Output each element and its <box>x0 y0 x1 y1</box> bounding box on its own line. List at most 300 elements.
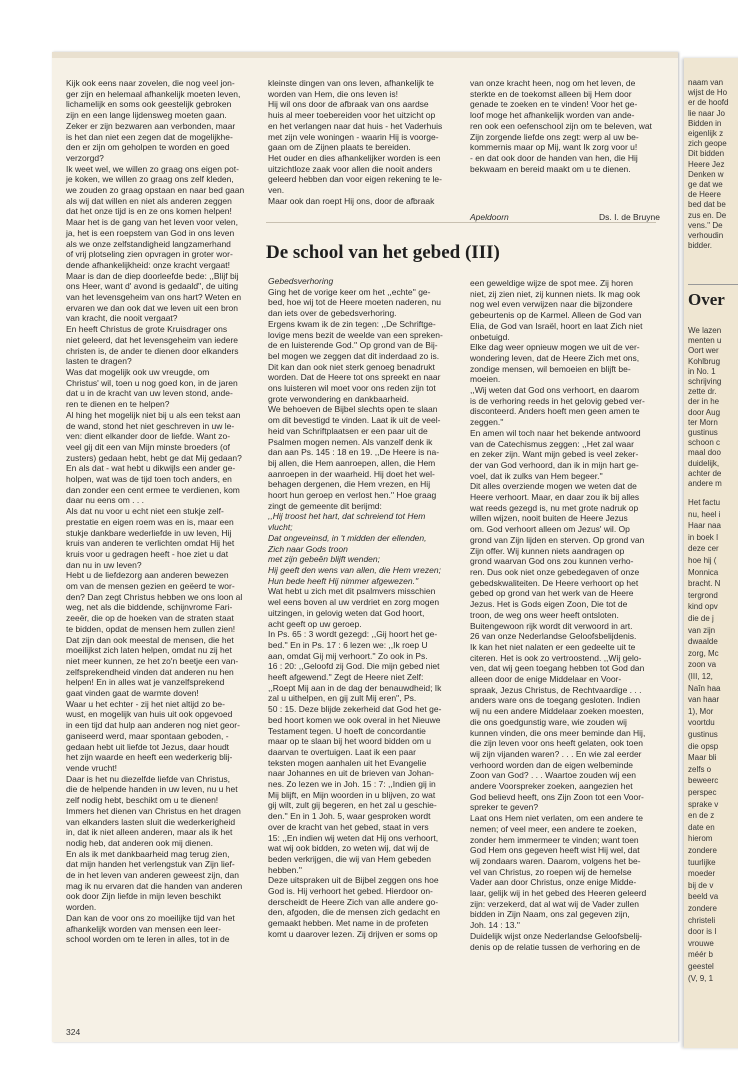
text-line: ganiseerd werd, maar spontaan geboden, - <box>66 730 229 741</box>
text-line: bidder. <box>688 241 713 251</box>
text-line: ,,Hij troost het hart, dat schreiend tot Hem <box>268 511 426 522</box>
text-line: En heeft Christus de grote Kruisdrager ons <box>66 324 228 335</box>
text-line: veel gij dit een van Mijn minste broeders (of <box>66 441 230 452</box>
text-line: Maar bli <box>688 753 717 763</box>
text-line: zelf nodig hebt, beschikt om u te dienen! <box>66 795 219 806</box>
text-line: bel mogen we zeggen dat dit inderdaad zo is. <box>268 350 440 361</box>
text-line: weg, net als die biddende, schijnvrome Fari- <box>66 602 233 613</box>
text-line: zal u uithelpen, en gij zult Mij eren'', Ps. <box>268 693 417 704</box>
text-line: Joh. 14 : 13.'' <box>470 920 521 931</box>
text-line: geleerd hebben dan voor eigen rekening te le- <box>268 174 442 185</box>
text-line: wel eens boven al uw verdriet en zorg mogen <box>268 597 440 608</box>
text-line: 16 : 20: ,,Geloofd zij God. Die mijn gebed niet <box>268 661 440 672</box>
text-line: Het ouder en dies afhankelijker worden is een <box>268 152 441 163</box>
column-2-top <box>268 78 462 206</box>
signature-author: Ds. I. de Bruyne <box>599 212 660 222</box>
text-line: door Aug <box>688 407 721 417</box>
text-line: vlucht; <box>268 522 293 533</box>
text-line: hoort hun geroep en verlost hen.'' Hoe graag <box>268 490 437 501</box>
text-line: Haar naa <box>688 521 721 531</box>
magazine-page-left <box>52 52 678 1042</box>
text-line: holpen, wat was de tijd toen toch anders, en <box>66 474 232 485</box>
text-line: Maar ook dan roept Hij ons, door de afbraak <box>268 195 435 206</box>
text-line: de in het leven van anderen geweest zijn, dan <box>66 870 239 881</box>
text-line: sterkte en de toekomst alleen bij Hem door <box>470 88 632 99</box>
text-line: zette dr. <box>688 387 717 397</box>
text-line: daarvan te overtuigen. Laat ik een paar <box>268 746 416 757</box>
text-line: wij zijn vijanden waren? . . . En wie zal eerder <box>470 748 642 759</box>
text-line: nes. Zo lezen we in Joh. 15 : 7: ,,Indien gij in <box>268 779 436 790</box>
text-line: lasten te dragen? <box>66 356 132 367</box>
text-line: met zijn vele woningen - waarin Hij is voorge- <box>268 131 439 142</box>
text-line: bracht. N <box>688 579 721 589</box>
text-line: daar nu eens om . . . <box>66 495 144 506</box>
text-line: uitzingen, in gelovig weten dat God hoort, <box>268 607 425 618</box>
text-line: Buitengewoon rijk wordt dit verwoord in art. <box>470 620 633 631</box>
text-line: gebedskwaliteiten. De Heere verhoort op het <box>470 577 639 588</box>
text-line: heid van Schriftplaatsen er een paar uit de <box>268 425 428 436</box>
text-line: kleinste dingen van ons leven, afhankelijk te <box>268 78 434 88</box>
text-line: Bidden in <box>688 118 722 128</box>
text-line: zondere <box>688 846 717 855</box>
text-line: We behoeven de Bijbel slechts open te slaan <box>268 404 438 415</box>
text-line: sprake v <box>688 799 719 809</box>
text-line: gij wilt, zult gij begeren, en het zal u geschie- <box>268 800 437 811</box>
text-line: gebed op grond van het werk van de Heere <box>470 588 634 599</box>
text-line: onbetuigd. <box>470 331 510 342</box>
text-line: ervaren we dan ook dat we leven uit een bron <box>66 302 239 313</box>
text-line: zonder hem immermeer te vinden; want toen <box>470 834 639 845</box>
text-line: dende afhankelijkheid: onze kracht vergaat! <box>66 259 230 270</box>
text-line: schoon c <box>688 438 721 448</box>
text-line: maal doo <box>688 448 721 458</box>
text-line: Zoon van God? . . . Waartoe zouden wij een <box>470 770 637 781</box>
text-line: moeien. <box>470 374 501 385</box>
column-1 <box>66 78 262 945</box>
text-line: gaat vinden gaat de warmte doven! <box>66 688 199 699</box>
text-line: ter Morn <box>688 417 718 427</box>
text-line: bidden in Zijn Naam, ons zal gegeven zijn, <box>470 909 630 920</box>
text-line: die opsp <box>688 741 719 751</box>
article-title: De school van het gebed (III) <box>266 242 500 263</box>
text-line: ven: dient elkander door de liefde. Want zo- <box>66 431 231 442</box>
text-line: van zijn <box>688 625 716 635</box>
text-line: Immers het dienen van Christus en het dragen <box>66 805 241 816</box>
text-line: ge dat we <box>688 180 723 189</box>
text-line: in een tijd dat hulp aan anderen nog niet geor- <box>66 720 240 731</box>
text-line: laar, gelijk wij in het gebed des Heeren geleerd <box>470 888 647 899</box>
text-line: heeft afgewend.'' Zegt de Heere niet Zelf: <box>268 672 424 683</box>
text-line: als wij dat willen en niet als anderen zeggen <box>66 195 232 206</box>
text-line: zijn en een lange lijdensweg moeten gaan. <box>66 110 227 121</box>
text-line: (V, 9, 1 <box>688 973 714 983</box>
text-line: wust, en mogelijk van huis uit ook opgevoed <box>66 709 233 720</box>
text-line: van elkanders lasten sluit die wederkerigheid <box>66 816 236 827</box>
text-line: is het dan niet een zegen dat de mogelijkhe- <box>66 131 233 142</box>
text-line: als we onze zelfstandigheid langzamerhand <box>66 238 231 249</box>
text-line: van het levensgeheim van ons hart? Weten en <box>66 292 242 303</box>
text-line: christen is, de ander te dienen door elkanders <box>66 345 239 356</box>
text-line: Heere verhoort. Maar, en daar zou ik bij alles <box>470 492 640 503</box>
text-line: Waar u het echter - zij het niet altijd zo be- <box>66 698 225 709</box>
column-3-top <box>470 78 660 174</box>
text-line: Naîn haa <box>688 683 721 693</box>
text-line: Christus' wil, toen u nog goed kon, in de jaren <box>66 377 238 388</box>
text-line: van de Catechismus zeggen: ,,Het zal waar <box>470 438 634 449</box>
text-line: vel van Christus, zo roepen wij de hemelse <box>470 866 632 877</box>
text-line: En als dat - wat hebt u dikwijls een ander ge- <box>66 463 236 474</box>
text-line: te bidden, opdat de mensen hem zullen zien! <box>66 623 236 634</box>
text-line: komt u daarover lezen. Zij drijven er soms op <box>268 928 438 939</box>
text-line: spraak, Jezus Christus, de Rechtvaardige . . . <box>470 684 642 695</box>
text-line: ons luisteren wil moet voor ons reden zijn tot <box>268 383 436 394</box>
text-line: tuurlijke <box>688 857 716 867</box>
text-line: wij zondaars waren. Daarom, volgens het be- <box>470 855 641 866</box>
text-line: Ik kan het niet nalaten er een gedeelte uit te <box>470 641 636 652</box>
text-line: God Hem ons gegeven heeft wist Hij wel, dat <box>470 845 640 856</box>
text-line: Als dat nu voor u echt niet een stukje zelf- <box>66 506 224 517</box>
text-line: ren te dienen en te helpen? <box>66 399 170 410</box>
text-line: gemaakt hebben. Met name in de profeten <box>268 918 429 929</box>
text-line: van haar <box>688 695 720 705</box>
text-line: beeld va <box>688 892 719 902</box>
text-line: gebeurtenis op de Karmel. Alleen de God van <box>470 310 642 321</box>
text-line: voel, dat ik zulks van Hem begeer.'' <box>470 470 603 481</box>
text-line: de Heere <box>688 190 721 200</box>
text-line: kunnen vinden, die ons meer beminde dan Hij, <box>470 727 646 738</box>
text-line: Mij blijft, en Mijn woorden in u blijven, zo wat <box>268 789 436 800</box>
text-line: zondere <box>688 904 717 913</box>
text-line: zusters) gedaan hebt, hebt ge dat Mij gedaan? <box>66 452 242 463</box>
text-line: ren ook een oefenschool zijn om te beleven, wat <box>470 120 652 131</box>
text-line: van onze kracht heen, nog om het leven, de <box>470 78 636 88</box>
text-line: Ging het de vorige keer om het ,,echte'' ge- <box>268 286 431 297</box>
text-line: helpen! En in alles wat je vanzelfsprekend <box>66 677 225 688</box>
text-line: alleen door de enige Middelaar en Voor- <box>470 674 622 685</box>
text-line: zeggen.'' <box>470 417 504 428</box>
text-line: troon, de weg ons weer heeft ontsloten. <box>470 609 619 620</box>
text-line: Zijn zorgende liefde ons zegt: werp al uw be- <box>470 131 639 142</box>
text-line: de wand, stond het niet geschreven in uw le- <box>66 420 235 431</box>
text-line: Monnica <box>688 567 719 577</box>
text-line: met zijn gebeên blijft wenden; <box>268 554 380 565</box>
text-line: ook door Zijn liefde in mijn leven beschikt <box>66 891 221 902</box>
text-line: Was dat mogelijk ook uw vreugde, om <box>66 366 210 377</box>
text-line: zingt de gemeente dit berijmd: <box>268 500 382 511</box>
text-line: willen wijzen, nooit buiten de Heere Jezus <box>470 513 628 524</box>
text-line: geestel <box>688 962 714 971</box>
text-line: 50 : 15. Deze blijde zekerheid dat God het ge- <box>268 704 442 715</box>
right-page-heading: Over <box>688 290 725 309</box>
text-line: bed dat be <box>688 200 726 210</box>
text-line: Hun bede heeft Hij nimmer afgewezen.'' <box>268 575 419 586</box>
text-line: voortdu <box>688 718 715 728</box>
text-line: dan nu in uw leven? <box>66 559 142 570</box>
text-line: maar op te slaan bij het woord bidden om u <box>268 736 432 747</box>
text-line: God is. Hij verhoort het gebed. Hierdoor on- <box>268 886 433 897</box>
text-line: vens.'' De <box>688 220 723 230</box>
text-line: menten u <box>688 336 722 346</box>
text-line: andere Voorspreker zoeken, aangezien het <box>470 781 633 792</box>
text-line: bekwaam en bereid maakt om u te dienen. <box>470 163 631 174</box>
text-line: spreker te geven? <box>470 802 539 813</box>
text-line: verzorgd? <box>66 152 104 163</box>
text-line: of vrij plotseling zien opvragen in groter wor- <box>66 249 233 260</box>
text-line: prestatie en eigen roem was en is, maar een <box>66 516 234 527</box>
text-line: ren. Dus ook niet onze gebedegaven of onze <box>470 566 640 577</box>
text-line: En als ik met dankbaarheid mag terug zien, <box>66 848 230 859</box>
text-line: 26 van onze Nederlandse Geloofsbelijdenis. <box>470 631 637 642</box>
text-line: worden. <box>66 902 97 913</box>
right-page-divider <box>688 284 738 285</box>
text-line: huis al meer toebereiden voor het uitzicht op <box>268 110 436 121</box>
text-line: dan zonder een cent ermee te verdienen, kom <box>66 484 240 495</box>
text-line: en zeker zijn. Want mijn gebed is veel zeker- <box>470 449 639 460</box>
text-line: gedaan hebt uit liefde tot Jezus, daar houdt <box>66 741 230 752</box>
text-line: den er zijn om geholpen te worden en goed <box>66 142 230 153</box>
text-line: Vader aan door Christus, onze enige Midde- <box>470 877 637 888</box>
text-line: om van de mensen gezien en geëerd te wor- <box>66 581 235 592</box>
text-line: Heere Jez <box>688 159 725 169</box>
text-line: ger zijn en helemaal afhankelijk moeten leven, <box>66 88 241 99</box>
text-line: zelfsprekendheid vinden dat anderen nu hen <box>66 666 234 677</box>
text-line: wijst de Ho <box>688 88 728 98</box>
text-line: Ergens kwam ik de zin tegen: ,,De Schriftge- <box>268 318 436 329</box>
text-line: Het factu <box>688 498 721 507</box>
text-line: dat het onze tijd is en ze ons komen helpen! <box>66 206 232 217</box>
text-line: Dit alles overziende mogen we weten dat de <box>470 481 637 492</box>
text-line: achter de <box>688 468 722 478</box>
text-line: mag ik nu ervaren dat die handen van anderen <box>66 880 243 891</box>
text-line: die ons goedgunstig ware, wie zouden wij <box>470 716 627 727</box>
text-line: verhoudin <box>688 231 724 240</box>
text-line: school worden om te leren in alles, tot in de <box>66 934 230 945</box>
text-line: afhankelijk worden van mensen een leer- <box>66 923 221 934</box>
text-line: aan, omdat Gij mij verhoort.'' Zo ook in Ps. <box>268 650 428 661</box>
text-line: nog wel even verwijzen naar die bijzondere <box>470 299 633 310</box>
text-line: Hebt u de liefdezorg aan anderen bewezen <box>66 570 229 581</box>
text-line: Daar is het nu diezelfde liefde van Christus, <box>66 773 230 784</box>
text-line: En amen wil toch naar het bekende antwoord <box>470 427 641 438</box>
text-line: de en luisterende God.'' Op grond van de Bij- <box>268 340 438 351</box>
text-line: perspec <box>688 788 717 797</box>
text-line: Denken w <box>688 169 724 179</box>
text-line: niet, zij zien niet, zij kunnen niets. Ik mag ook <box>470 288 641 299</box>
text-line: dwaalde <box>688 637 718 647</box>
text-line: Dit kan dan ook niet sterk genoeg benadrukt <box>268 361 435 372</box>
text-line: citeren. Het is ook zo vertroostend. ,,Wij gelo- <box>470 652 642 663</box>
text-line: Dat zijn dan ook meestal de mensen, die het <box>66 634 234 645</box>
text-line: anders ware ons de toegang gesloten. Indien <box>470 695 641 706</box>
text-line: verhoord worden dan de eigen welbeminde <box>470 759 634 770</box>
text-line: Maar het is de gang van het leven voor velen, <box>66 217 238 228</box>
text-line: Dan kan de voor ons zo moeilijke tijd van het <box>66 912 235 923</box>
text-line: gustinus <box>688 428 718 437</box>
text-line: schrijving <box>688 377 722 386</box>
column-2-article <box>268 276 462 940</box>
text-line: stukje dankbare wederliefde in uw leven, Hij <box>66 527 232 538</box>
text-line: Maar is dan de diep doorleefde bede: ,,Blijf bij <box>66 270 239 281</box>
text-line: zoon va <box>688 660 717 670</box>
text-line: andere m <box>688 479 722 488</box>
text-line: gaan om de Zijnen plaats te bereiden. <box>268 142 411 153</box>
text-line: Zich naar Gods troon <box>268 543 348 554</box>
text-line: kruis voor u gedragen heeft - hoe ziet u dat <box>66 548 229 559</box>
text-line: dat mijn handen het verlengstuk van Zijn lief- <box>66 859 235 870</box>
text-line: disconteerd. Anders hoeft men geen amen te <box>470 406 640 417</box>
text-line: die de j <box>688 614 714 623</box>
text-line: van kracht, die nooit vergaat? <box>66 313 178 324</box>
text-line: er de hoofd <box>688 98 729 108</box>
text-line: grote verwondering en dankbaarheid. <box>268 393 409 404</box>
text-line: Zijn offer. Wij kunnen niets aandragen op <box>470 545 625 556</box>
text-line: om. God verhoort alleen om Jezus' wil. Op <box>470 524 630 535</box>
text-line: bed.'' En in Ps. 17 : 6 lezen we: ,,Ik roep U <box>268 639 428 650</box>
text-line: Wat hebt u zich met dit psalmvers misschien <box>268 586 436 597</box>
text-line: teksten mogen aanhalen uit het Evangelie <box>268 757 427 768</box>
text-line: gustinus <box>688 730 718 739</box>
text-line: nodig heb, dat anderen ook mij dienen. <box>66 837 213 848</box>
text-line: christeli <box>688 915 716 925</box>
text-line: We lazen <box>688 326 722 335</box>
text-line: den.'' En in 1 Joh. 5, waar gesproken wordt <box>268 811 431 822</box>
text-line: grond waarvan God ons zou kunnen verho- <box>470 556 634 567</box>
text-line: beden verkrijgen, die wij van Hem gebeden <box>268 853 432 864</box>
text-line: uitzichtloze zaak voor allen die nooit anders <box>268 163 433 174</box>
text-line: je koken, we willen zo graag ons zelf kleden, <box>66 174 234 185</box>
text-line: der in he <box>688 397 720 407</box>
text-line: grond van Zijn lijden en sterven. Op grond van <box>470 534 645 545</box>
text-line: Duidelijk wijst onze Nederlandse Geloofsbelij- <box>470 930 642 941</box>
text-line: ons Heer, want d' avond is gedaald'', de uiting <box>66 281 239 292</box>
text-line: bed, hoe wij tot de Heere moeten naderen, nu <box>268 297 441 308</box>
text-line: nu, heel i <box>688 509 721 519</box>
text-line: zijn: verzekerd, dat al wat wij de Vader zullen <box>470 898 639 909</box>
text-line: denis op de relatie tussen de verhoring en de <box>470 941 641 952</box>
text-line: dan aan Ps. 145 : 18 en 19. ,,De Heere is na- <box>268 447 440 458</box>
text-line: in, dat ik niet alleen anderen, maar als ik het <box>66 827 233 838</box>
text-line: Oort wer <box>688 346 719 356</box>
text-line: we zouden zo graag opstaan en naar bed gaan <box>66 185 245 196</box>
text-line: behagen dergenen, die Hem vrezen, en Hij <box>268 479 431 490</box>
text-line: niet geleerd, dat het levensgeheim van iedere <box>66 334 239 345</box>
page-number: 324 <box>66 1027 81 1037</box>
text-line: hebben.'' <box>268 864 302 875</box>
section-divider <box>266 222 656 223</box>
text-line: God believd heeft, ons Zijn Zoon tot een Voor- <box>470 791 644 802</box>
text-line: het zijn waarde en heeft een wederkerig blij- <box>66 752 233 763</box>
text-line: wondering leven, dat de Heere Zich met ons, <box>470 352 640 363</box>
text-line: deze cer <box>688 544 719 554</box>
text-line: hierom <box>688 834 713 844</box>
text-line: - en dat ook door de handen van hen, die Hij <box>470 152 638 163</box>
text-line: Psalmen mogen nemen. Als vanzelf denk ik <box>268 436 433 447</box>
text-line: ,,Wij weten dat God ons verhoort, en daarom <box>470 385 640 396</box>
text-line: Dat ongeveinsd, in 't midden der ellenden, <box>268 532 427 543</box>
text-line: dan iets over de gebedsverhoring. <box>268 308 397 319</box>
text-line: Elia, de God van Israël, hoort en laat Zich niet <box>470 320 643 331</box>
text-line: en het verlangen naar dat huis - het Vaderhuis <box>268 120 443 131</box>
text-line: ven, dat wij geen toegang hebben tot God dan <box>470 663 645 674</box>
text-line: wat wij ook bidden, zo weten wij, dat wij de <box>268 843 430 854</box>
text-line: dat u in de kracht van uw leven stond, ande- <box>66 388 233 399</box>
text-line: tergrond <box>688 590 718 600</box>
text-line: ,,Roept Mij aan in de dag der benauwdheid; Ik <box>268 682 442 693</box>
text-line: in No. 1 <box>688 366 716 376</box>
text-line: ven. <box>268 185 285 196</box>
text-line: zich geope <box>688 139 727 149</box>
text-line: (III, 12, <box>688 672 713 681</box>
text-line: Al hing het mogelijk niet bij u als een tekst aan <box>66 409 241 420</box>
text-line: worden van Hem, die ons leven is! <box>268 88 398 99</box>
text-line: eigenlijk z <box>688 129 724 138</box>
text-line: die de helpende handen in uw leven, nu u het <box>66 784 238 795</box>
text-line: In Ps. 65 : 3 wordt gezegd: ,,Gij hoort het ge- <box>268 629 438 640</box>
text-line: lichamelijk en soms ook geestelijk gebroken <box>66 99 232 110</box>
text-line: Hij wil ons door de afbraak van ons aardse <box>268 99 429 110</box>
signature-place: Apeldoorn <box>470 212 509 222</box>
text-line: naam van <box>688 78 724 87</box>
text-line: Testament tegen. U hoeft de concordantie <box>268 725 426 736</box>
text-line: 1), Mor <box>688 706 714 716</box>
text-line: een geweldige wijze de spot mee. Zij horen <box>470 278 634 288</box>
text-line: niet meer kunnen, ze het zo'n beetje een van- <box>66 655 239 666</box>
text-line: Zeker er zijn bezwaren aan verbonden, maar <box>66 120 236 131</box>
text-line: kommernis maar op Mij, want Ik zorg voor u! <box>470 142 638 153</box>
text-line: over de kracht van het gebed, staat in vers <box>268 821 429 832</box>
text-line: naar Johannes en uit de brieven van Johan- <box>268 768 434 779</box>
text-line: kind opv <box>688 602 718 612</box>
text-line: duidelijk, <box>688 458 720 468</box>
text-line: door is I <box>688 927 717 937</box>
text-line: moeder <box>688 869 716 879</box>
text-line: aanroepen in der waarheid. Hij doet het wel- <box>268 468 435 479</box>
text-line: die zijn leven voor ons heeft gelaten, ook toen <box>470 738 643 749</box>
text-line: Kijk ook eens naar zovelen, die nog veel jon- <box>66 78 235 88</box>
text-line: 15: ,,En indien wij weten dat Hij ons verhoort, <box>268 832 439 843</box>
text-line: nemen; of veel meer, een andere te zoeken, <box>470 823 637 834</box>
text-line: en de z <box>688 811 715 821</box>
text-line: Gebedsverhoring <box>268 276 334 286</box>
text-line: Hij geeft den wens van allen, die Hem vrezen; <box>268 564 441 575</box>
text-line: Laat ons Hem niet verlaten, om een andere te <box>470 813 643 824</box>
column-3-article <box>470 278 660 952</box>
text-line: den, afgoden, die de mensen zich gedacht en <box>268 907 441 918</box>
text-line: der van God verhoord, dan ik in mijn hart ge- <box>470 459 639 470</box>
text-line: Dit bidden <box>688 149 725 159</box>
text-line: zorg, Mc <box>688 648 719 658</box>
text-line: is de verhoring reeds in het gelovig gebed ver- <box>470 395 645 406</box>
text-line: Jezus. Het is Gods eigen Zoon, Die tot de <box>470 599 628 610</box>
text-line: loof moge het afhankelijk worden van ande- <box>470 110 635 121</box>
text-line: Kohlbrug <box>688 356 721 366</box>
text-line: in boek I <box>688 532 719 542</box>
text-line: den? Dan zegt Christus hebben we ons loon al <box>66 591 243 602</box>
text-line: lovige mens bezit de weelde van een spreken- <box>268 329 443 340</box>
text-line: derscheidt de Heere Zich van alle andere go- <box>268 896 439 907</box>
text-line: kruis van anderen te verlichten omdat Hij het <box>66 538 235 549</box>
magazine-page-right <box>684 58 738 1048</box>
text-line: vrouwe <box>688 938 714 948</box>
text-line: beweerc <box>688 776 719 786</box>
signature <box>470 212 660 222</box>
text-line: bij de v <box>688 880 714 890</box>
text-line: zondige mensen, wil bemoeien en blijft be- <box>470 363 631 374</box>
text-line: genade te zoeken en te vinden! Voor het ge- <box>470 99 638 110</box>
text-line: ja, het is een roepstem van God in ons leven <box>66 227 235 238</box>
text-line: date en <box>688 822 715 832</box>
text-line: zeeër, die op de hoeken van de straten staat <box>66 613 234 624</box>
